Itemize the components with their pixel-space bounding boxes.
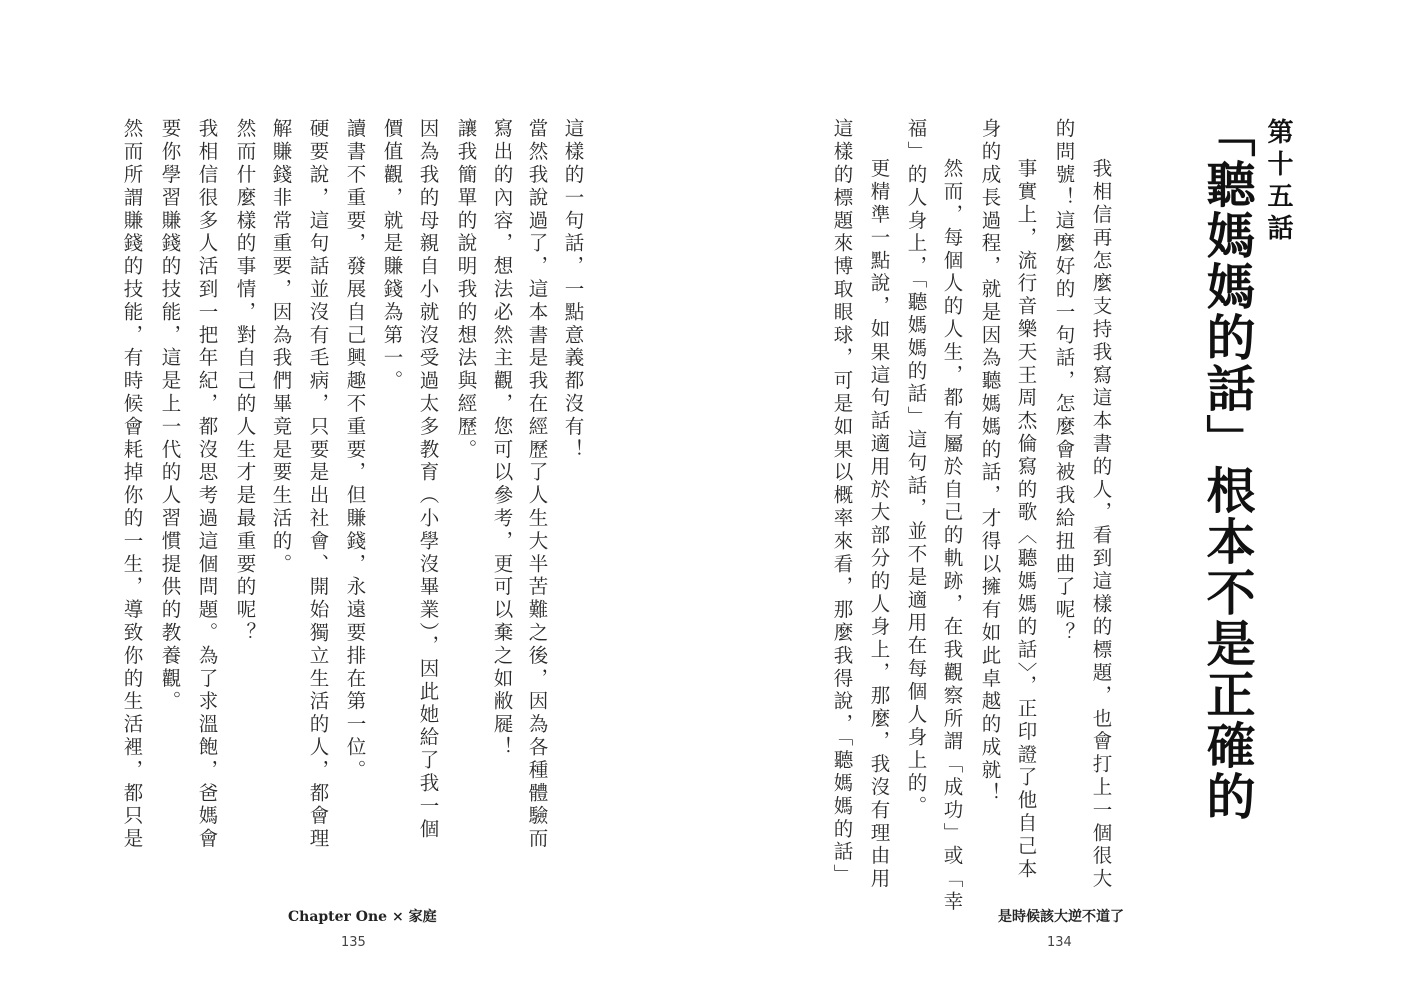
running-head: Chapter One × 家庭 bbox=[288, 909, 437, 925]
body-column: 然而所謂賺錢的技能，有時候會耗掉你的一生，導致你的生活裡，都只是 bbox=[120, 118, 144, 851]
body-column: 的問號！這麼好的一句話，怎麼會被我給扭曲了呢？ bbox=[1052, 118, 1076, 645]
body-column: 硬要說，這句話並沒有毛病，只要是出社會、開始獨立生活的人，都會理 bbox=[306, 118, 330, 851]
body-column: 我相信再怎麼支持我寫這本書的人，看到這樣的標題，也會打上一個很大 bbox=[1089, 158, 1113, 891]
body-column: 我相信很多人活到一把年紀，都沒思考過這個問題。為了求溫飽，爸媽會 bbox=[195, 118, 219, 851]
body-column: 這樣的一句話，一點意義都沒有！ bbox=[561, 118, 585, 462]
body-column: 這樣的標題來博取眼球，可是如果以概率來看，那麼我得說，「聽媽媽的話」 bbox=[830, 118, 854, 887]
body-column: 然而什麼樣的事情，對自己的人生才是最重要的呢？ bbox=[233, 118, 257, 645]
body-column: 讀書不重要，發展自己興趣不重要，但賺錢，永遠要排在第一位。 bbox=[343, 118, 367, 783]
body-column: 更精準一點說，如果這句話適用於大部分的人身上，那麼，我沒有理由用 bbox=[867, 158, 891, 891]
body-column: 當然我說過了，這本書是我在經歷了人生大半苦難之後，因為各種體驗而 bbox=[525, 118, 549, 851]
body-column: 解賺錢非常重要，因為我們畢竟是要生活的。 bbox=[269, 118, 293, 576]
page-number: 135 bbox=[341, 935, 366, 950]
chapter-label: 第十五話 bbox=[1263, 118, 1293, 246]
body-column: 要你學習賺錢的技能，這是上一代的人習慣提供的教養觀。 bbox=[158, 118, 182, 714]
body-column: 然而，每個人的人生，都有屬於自己的軌跡，在我觀察所謂「成功」或「幸 bbox=[940, 158, 964, 914]
body-column: 寫出的內容，想法必然主觀，您可以參考，更可以棄之如敝屣！ bbox=[490, 118, 514, 760]
body-column: 身的成長過程，就是因為聽媽媽的話，才得以擁有如此卓越的成就！ bbox=[978, 118, 1002, 805]
body-column: 福」的人身上，「聽媽媽的話」這句話，並不是適用在每個人身上的。 bbox=[904, 118, 928, 819]
body-column: 因為我的母親自小就沒受過太多教育（小學沒畢業），因此她給了我一個 bbox=[416, 118, 440, 842]
chapter-title: 「聽媽媽的話」根本不是正確的 bbox=[1199, 108, 1256, 822]
page-number: 134 bbox=[1047, 935, 1072, 950]
body-column: 價值觀，就是賺錢為第一。 bbox=[380, 118, 404, 393]
body-column: 事實上，流行音樂天王周杰倫寫的歌〈聽媽媽的話〉，正印證了他自己本 bbox=[1014, 158, 1038, 882]
running-head: 是時候該大逆不道了 bbox=[998, 909, 1124, 925]
body-column: 讓我簡單的說明我的想法與經歷。 bbox=[454, 118, 478, 462]
